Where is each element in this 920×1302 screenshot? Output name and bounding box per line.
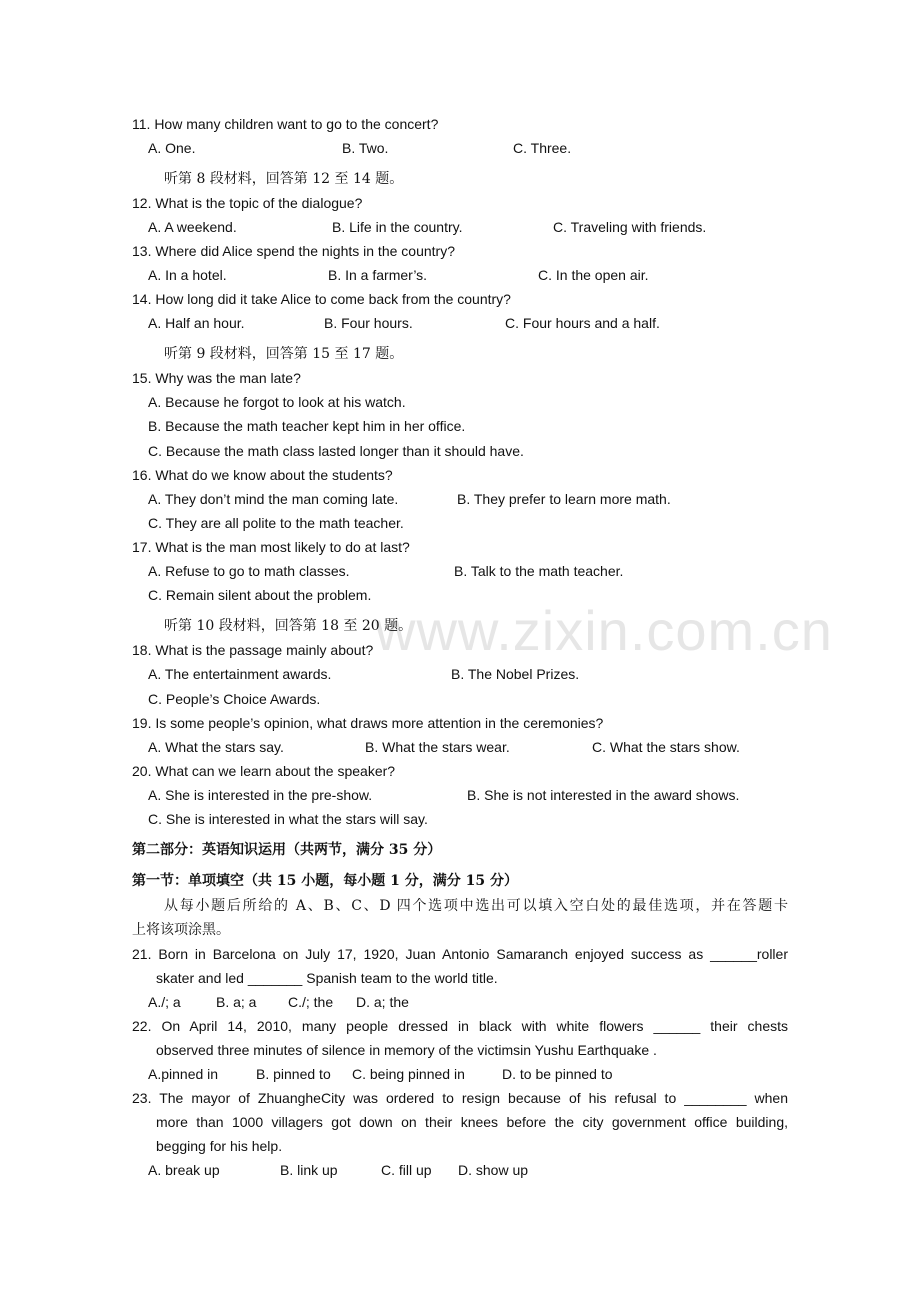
q15-stem: 15. Why was the man late? [132, 370, 301, 386]
q11-option-c: C. Three. [513, 140, 572, 156]
section-9-header: 听第 9 段材料，回答第 15 至 17 题。 [164, 346, 404, 362]
q17-option-a: A. Refuse to go to math classes. [148, 563, 350, 579]
q20-option-b: B. She is not interested in the award shows. [467, 787, 740, 803]
q22-stem-line1: 22. On April 14, 2010, many people dressed in black with white flowers ______ their chests [132, 1018, 788, 1034]
watermark: www.zixin.com.cn [375, 599, 833, 662]
q15-option-c: C. Because the math class lasted longer than it should have. [148, 443, 524, 459]
q11-option-a: A. One. [148, 140, 196, 156]
q13-stem: 13. Where did Alice spend the nights in the country? [132, 243, 455, 259]
q12-option-b: B. Life in the country. [332, 219, 463, 235]
q19-option-a: A. What the stars say. [148, 739, 284, 755]
q16-option-b: B. They prefer to learn more math. [457, 491, 671, 507]
instruction-line-2: 上将该项涂黑。 [132, 922, 230, 938]
q14-option-c: C. Four hours and a half. [505, 315, 660, 331]
q16-stem: 16. What do we know about the students? [132, 467, 393, 483]
q17-stem: 17. What is the man most likely to do at last? [132, 539, 410, 555]
q21-option-d: D. a; the [356, 994, 409, 1010]
q22-option-d: D. to be pinned to [502, 1066, 613, 1082]
q19-stem: 19. Is some people’s opinion, what draws more attention in the ceremonies? [132, 715, 604, 731]
q13-option-c: C. In the open air. [538, 267, 649, 283]
q11-stem: 11. How many children want to go to the concert? [132, 116, 439, 132]
q15-option-b: B. Because the math teacher kept him in her office. [148, 418, 466, 434]
q23-stem-line3: begging for his help. [156, 1138, 283, 1154]
q22-option-a: A.pinned in [148, 1066, 219, 1082]
part2-heading: 第二部分：英语知识运用（共两节，满分 35 分） [132, 842, 442, 858]
q13-option-a: A. In a hotel. [148, 267, 227, 283]
q21-stem-line2: skater and led _______ Spanish team to the world title. [156, 970, 498, 986]
q17-option-b: B. Talk to the math teacher. [454, 563, 624, 579]
q23-option-c: C. fill up [381, 1162, 432, 1178]
q12-stem: 12. What is the topic of the dialogue? [132, 195, 363, 211]
q14-stem: 14. How long did it take Alice to come back from the country? [132, 291, 511, 307]
q16-option-c: C. They are all polite to the math teacher. [148, 515, 404, 531]
instruction-line-1: 从每小题后所给的 A、B、C、D 四个选项中选出可以填入空白处的最佳选项，并在答题卡 [164, 898, 788, 914]
q11-option-b: B. Two. [342, 140, 389, 156]
q12-option-c: C. Traveling with friends. [553, 219, 707, 235]
q16-option-a: A. They don’t mind the man coming late. [148, 491, 399, 507]
q18-option-a: A. The entertainment awards. [148, 666, 332, 682]
q12-option-a: A. A weekend. [148, 219, 237, 235]
q14-option-b: B. Four hours. [324, 315, 413, 331]
q14-option-a: A. Half an hour. [148, 315, 245, 331]
q22-option-c: C. being pinned in [352, 1066, 465, 1082]
q21-option-a: A./; a [148, 994, 181, 1010]
q23-stem-line2: more than 1000 villagers got down on their knees before the city government office building, [156, 1114, 788, 1130]
q23-option-d: D. show up [458, 1162, 529, 1178]
q21-option-b: B. a; a [216, 994, 257, 1010]
q23-stem-line1: 23. The mayor of ZhuangheCity was ordered to resign because of his refusal to ________ when [132, 1090, 788, 1106]
q19-option-c: C. What the stars show. [592, 739, 740, 755]
q18-option-c: C. People’s Choice Awards. [148, 691, 321, 707]
q21-stem-line1: 21. Born in Barcelona on July 17, 1920, Juan Antonio Samaranch enjoyed success as ______roller [132, 946, 788, 962]
q20-stem: 20. What can we learn about the speaker? [132, 763, 396, 779]
q18-option-b: B. The Nobel Prizes. [451, 666, 580, 682]
q22-option-b: B. pinned to [256, 1066, 331, 1082]
q20-option-c: C. She is interested in what the stars will say. [148, 811, 428, 827]
q23-option-a: A. break up [148, 1162, 220, 1178]
q19-option-b: B. What the stars wear. [365, 739, 510, 755]
section-10-header: 听第 10 段材料，回答第 18 至 20 题。 [164, 618, 413, 634]
q21-option-c: C./; the [288, 994, 334, 1010]
q17-option-c: C. Remain silent about the problem. [148, 587, 372, 603]
section1-heading: 第一节：单项填空（共 15 小题，每小题 1 分，满分 15 分） [132, 873, 518, 889]
q20-option-a: A. She is interested in the pre-show. [148, 787, 373, 803]
q22-stem-line2: observed three minutes of silence in memory of the victimsin Yushu Earthquake . [156, 1042, 657, 1058]
q13-option-b: B. In a farmer’s. [328, 267, 428, 283]
q23-option-b: B. link up [280, 1162, 338, 1178]
section-8-header: 听第 8 段材料，回答第 12 至 14 题。 [164, 171, 404, 187]
q18-stem: 18. What is the passage mainly about? [132, 642, 374, 658]
q15-option-a: A. Because he forgot to look at his watch. [148, 394, 406, 410]
